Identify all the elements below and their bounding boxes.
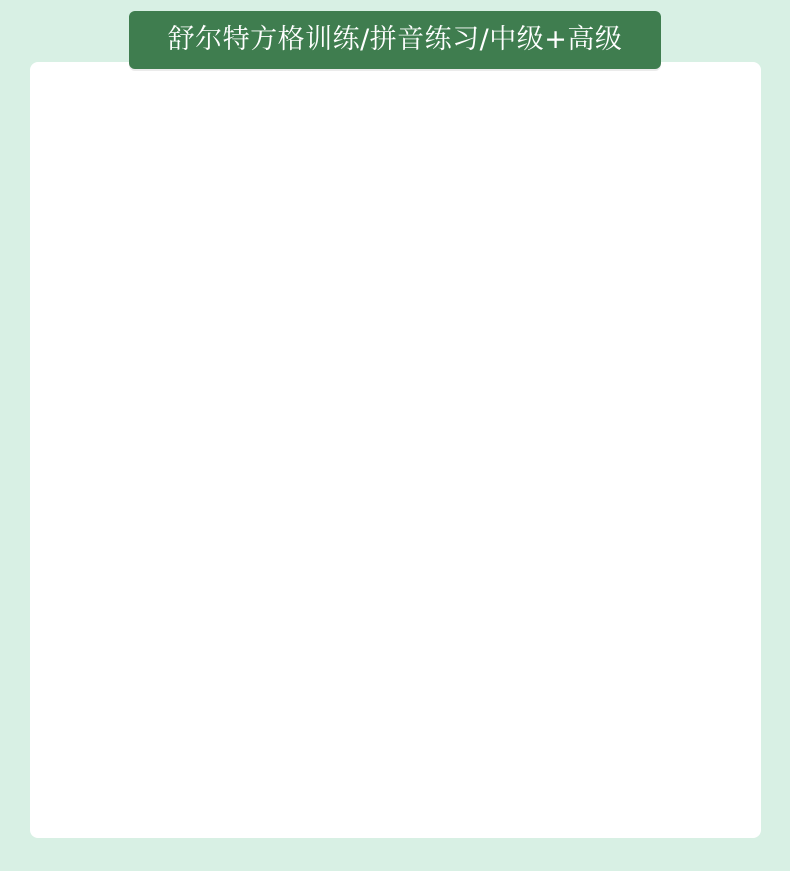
- title-banner: [129, 11, 661, 69]
- worksheet-card: [30, 62, 761, 838]
- banner-title: 舒尔特方格训练/拼音练习/中级+高级: [167, 23, 623, 55]
